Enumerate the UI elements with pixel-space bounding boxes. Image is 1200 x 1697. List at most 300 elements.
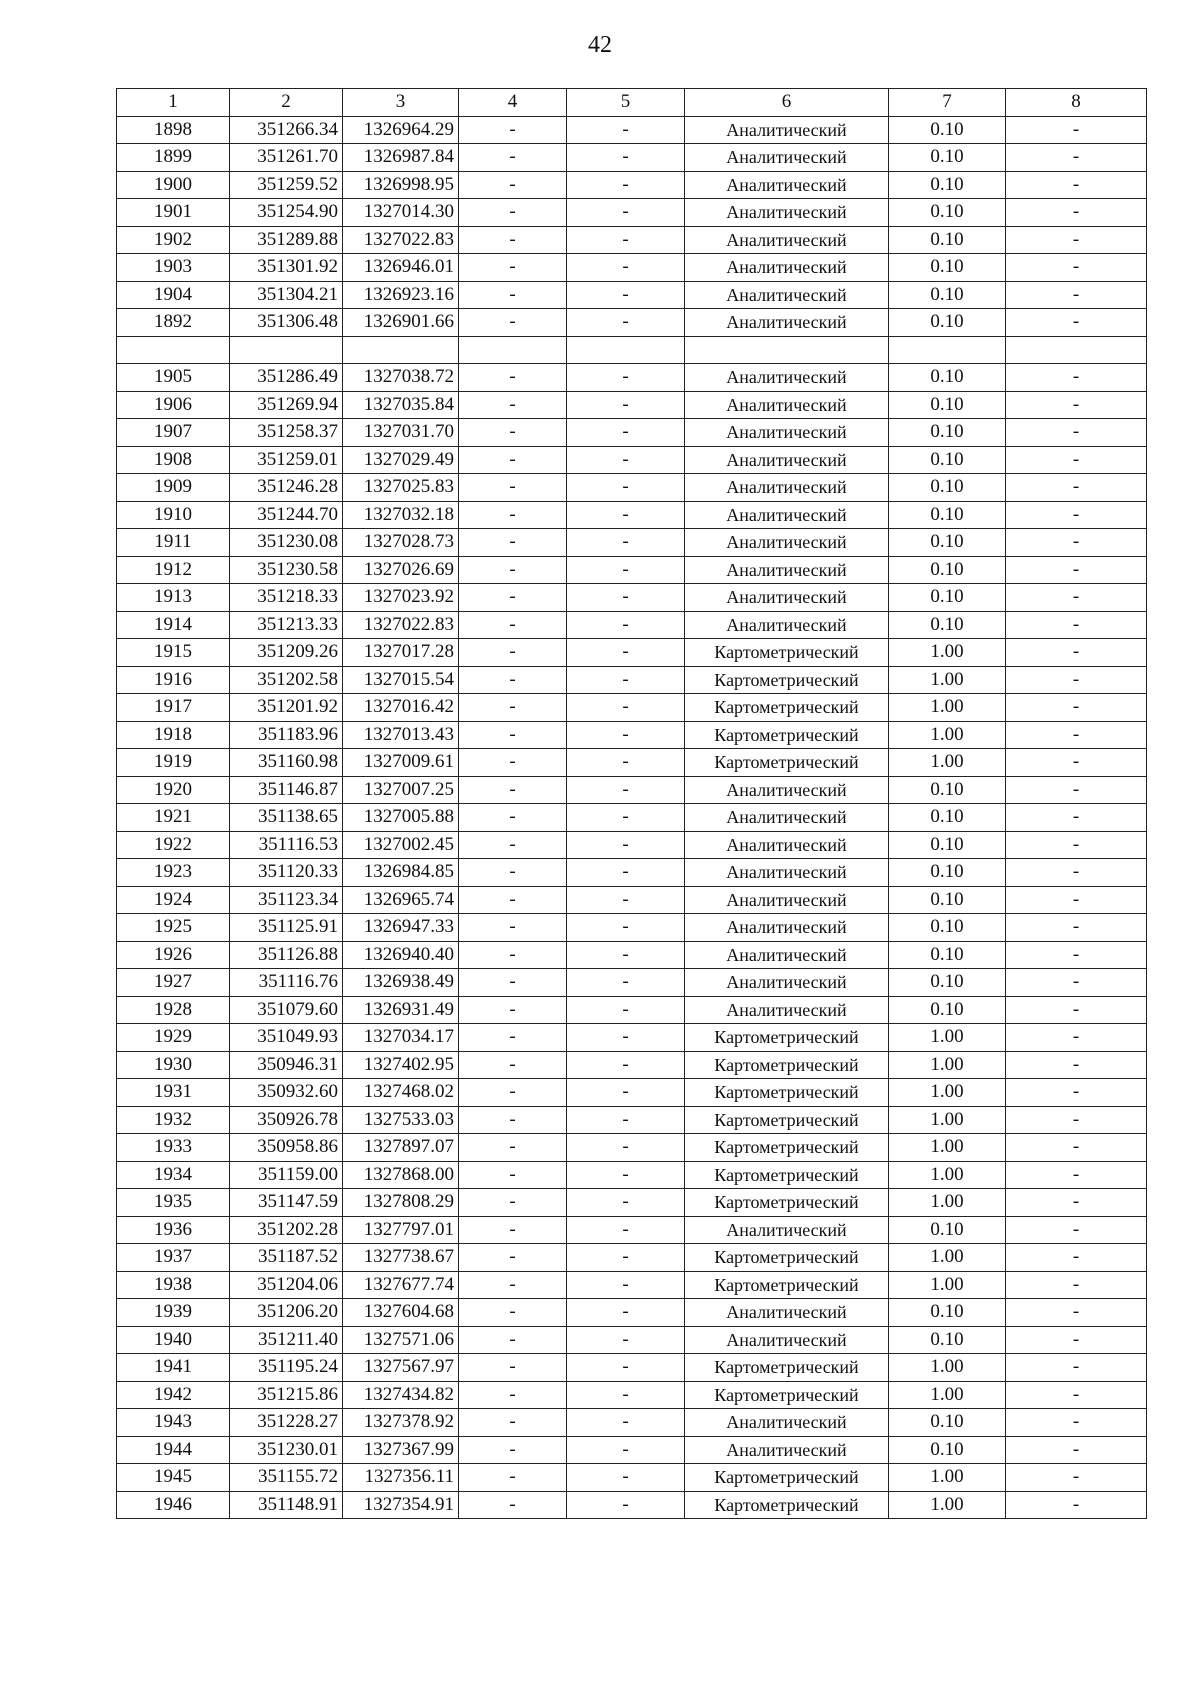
method-cell: Аналитический	[685, 501, 889, 529]
table-row	[117, 1051, 1147, 1079]
point-number-cell: 1921	[117, 804, 230, 832]
method-cell: Картометрический	[685, 1271, 889, 1299]
table-row	[117, 886, 1147, 914]
method-cell: Аналитический	[685, 969, 889, 997]
column-8-cell: -	[1006, 281, 1147, 309]
y-coordinate-cell: 1327023.92	[343, 584, 459, 612]
point-number-cell: 1927	[117, 969, 230, 997]
method-cell: Картометрический	[685, 749, 889, 777]
column-5-cell	[567, 336, 685, 364]
table-row	[117, 1436, 1147, 1464]
table-row	[117, 171, 1147, 199]
table-row	[117, 1189, 1147, 1217]
column-8-cell	[1006, 336, 1147, 364]
x-coordinate-cell: 351116.53	[230, 831, 343, 859]
column-8-cell: -	[1006, 1216, 1147, 1244]
column-4-cell: -	[459, 941, 567, 969]
x-coordinate-cell: 350932.60	[230, 1079, 343, 1107]
point-number-cell: 1923	[117, 859, 230, 887]
accuracy-cell: 0.10	[889, 1299, 1006, 1327]
column-header: 4	[459, 89, 567, 117]
x-coordinate-cell: 351159.00	[230, 1161, 343, 1189]
column-8-cell: -	[1006, 694, 1147, 722]
table-row	[117, 446, 1147, 474]
table-row	[117, 391, 1147, 419]
column-8-cell: -	[1006, 1381, 1147, 1409]
accuracy-cell: 0.10	[889, 446, 1006, 474]
accuracy-cell: 0.10	[889, 941, 1006, 969]
point-number-cell: 1944	[117, 1436, 230, 1464]
table-row	[117, 584, 1147, 612]
x-coordinate-cell: 351230.08	[230, 529, 343, 557]
column-8-cell: -	[1006, 859, 1147, 887]
column-4-cell: -	[459, 1079, 567, 1107]
table-row	[117, 364, 1147, 392]
method-cell: Аналитический	[685, 419, 889, 447]
column-8-cell: -	[1006, 116, 1147, 144]
y-coordinate-cell: 1327002.45	[343, 831, 459, 859]
x-coordinate-cell: 351116.76	[230, 969, 343, 997]
table-row	[117, 776, 1147, 804]
y-coordinate-cell: 1327897.07	[343, 1134, 459, 1162]
y-coordinate-cell: 1326901.66	[343, 309, 459, 337]
point-number-cell: 1911	[117, 529, 230, 557]
column-8-cell: -	[1006, 1409, 1147, 1437]
column-5-cell: -	[567, 886, 685, 914]
accuracy-cell: 0.10	[889, 886, 1006, 914]
column-4-cell: -	[459, 501, 567, 529]
method-cell: Аналитический	[685, 391, 889, 419]
y-coordinate-cell: 1327016.42	[343, 694, 459, 722]
accuracy-cell: 1.00	[889, 1464, 1006, 1492]
y-coordinate-cell: 1327402.95	[343, 1051, 459, 1079]
x-coordinate-cell: 350946.31	[230, 1051, 343, 1079]
table-row	[117, 501, 1147, 529]
point-number-cell: 1926	[117, 941, 230, 969]
x-coordinate-cell: 351259.01	[230, 446, 343, 474]
accuracy-cell: 0.10	[889, 611, 1006, 639]
accuracy-cell: 0.10	[889, 419, 1006, 447]
point-number-cell: 1943	[117, 1409, 230, 1437]
x-coordinate-cell: 351146.87	[230, 776, 343, 804]
accuracy-cell: 0.10	[889, 144, 1006, 172]
column-5-cell: -	[567, 309, 685, 337]
x-coordinate-cell: 351148.91	[230, 1491, 343, 1519]
x-coordinate-cell: 351230.58	[230, 556, 343, 584]
method-cell: Аналитический	[685, 309, 889, 337]
column-5-cell: -	[567, 776, 685, 804]
point-number-cell: 1920	[117, 776, 230, 804]
method-cell: Картометрический	[685, 1161, 889, 1189]
column-4-cell: -	[459, 226, 567, 254]
point-number-cell: 1942	[117, 1381, 230, 1409]
column-5-cell: -	[567, 116, 685, 144]
accuracy-cell: 0.10	[889, 1326, 1006, 1354]
method-cell: Аналитический	[685, 281, 889, 309]
table-row	[117, 804, 1147, 832]
y-coordinate-cell: 1326940.40	[343, 941, 459, 969]
column-5-cell: -	[567, 1216, 685, 1244]
point-number-cell: 1935	[117, 1189, 230, 1217]
y-coordinate-cell: 1326947.33	[343, 914, 459, 942]
x-coordinate-cell: 351125.91	[230, 914, 343, 942]
column-4-cell: -	[459, 419, 567, 447]
y-coordinate-cell: 1327007.25	[343, 776, 459, 804]
column-5-cell: -	[567, 831, 685, 859]
point-number-cell: 1945	[117, 1464, 230, 1492]
column-5-cell: -	[567, 171, 685, 199]
column-4-cell: -	[459, 199, 567, 227]
point-number-cell: 1933	[117, 1134, 230, 1162]
column-4-cell: -	[459, 804, 567, 832]
column-4-cell: -	[459, 1271, 567, 1299]
column-4-cell: -	[459, 474, 567, 502]
table-row	[117, 721, 1147, 749]
column-4-cell: -	[459, 556, 567, 584]
column-5-cell: -	[567, 1491, 685, 1519]
column-5-cell: -	[567, 254, 685, 282]
x-coordinate-cell: 351304.21	[230, 281, 343, 309]
table-row	[117, 694, 1147, 722]
method-cell: Картометрический	[685, 1051, 889, 1079]
point-number-cell: 1904	[117, 281, 230, 309]
column-4-cell: -	[459, 776, 567, 804]
accuracy-cell: 0.10	[889, 171, 1006, 199]
point-number-cell: 1910	[117, 501, 230, 529]
column-8-cell: -	[1006, 1244, 1147, 1272]
y-coordinate-cell: 1327434.82	[343, 1381, 459, 1409]
column-8-cell: -	[1006, 666, 1147, 694]
x-coordinate-cell: 351202.28	[230, 1216, 343, 1244]
column-4-cell: -	[459, 1024, 567, 1052]
method-cell: Аналитический	[685, 226, 889, 254]
accuracy-cell: 0.10	[889, 474, 1006, 502]
column-header: 7	[889, 89, 1006, 117]
method-cell: Картометрический	[685, 1106, 889, 1134]
x-coordinate-cell: 351230.01	[230, 1436, 343, 1464]
x-coordinate-cell: 351246.28	[230, 474, 343, 502]
x-coordinate-cell: 351258.37	[230, 419, 343, 447]
table-row	[117, 419, 1147, 447]
column-5-cell: -	[567, 1271, 685, 1299]
method-cell: Аналитический	[685, 941, 889, 969]
point-number-cell: 1925	[117, 914, 230, 942]
accuracy-cell: 0.10	[889, 584, 1006, 612]
x-coordinate-cell: 351301.92	[230, 254, 343, 282]
table-row	[117, 1216, 1147, 1244]
table-row	[117, 1354, 1147, 1382]
column-4-cell: -	[459, 144, 567, 172]
column-5-cell: -	[567, 1326, 685, 1354]
column-4-cell: -	[459, 1189, 567, 1217]
table-row	[117, 336, 1147, 364]
column-5-cell: -	[567, 611, 685, 639]
accuracy-cell: 1.00	[889, 1189, 1006, 1217]
coordinates-table	[116, 88, 1147, 1519]
x-coordinate-cell: 351269.94	[230, 391, 343, 419]
column-8-cell: -	[1006, 226, 1147, 254]
accuracy-cell: 0.10	[889, 116, 1006, 144]
column-header: 1	[117, 89, 230, 117]
method-cell	[685, 336, 889, 364]
column-4-cell: -	[459, 1354, 567, 1382]
column-8-cell: -	[1006, 1161, 1147, 1189]
column-8-cell: -	[1006, 1436, 1147, 1464]
x-coordinate-cell: 351160.98	[230, 749, 343, 777]
column-8-cell: -	[1006, 1051, 1147, 1079]
x-coordinate-cell: 351266.34	[230, 116, 343, 144]
y-coordinate-cell: 1327017.28	[343, 639, 459, 667]
accuracy-cell: 1.00	[889, 1354, 1006, 1382]
method-cell: Аналитический	[685, 364, 889, 392]
y-coordinate-cell: 1327038.72	[343, 364, 459, 392]
point-number-cell: 1934	[117, 1161, 230, 1189]
method-cell: Аналитический	[685, 1216, 889, 1244]
column-4-cell: -	[459, 1216, 567, 1244]
x-coordinate-cell: 351195.24	[230, 1354, 343, 1382]
accuracy-cell: 1.00	[889, 1051, 1006, 1079]
point-number-cell: 1908	[117, 446, 230, 474]
y-coordinate-cell: 1327367.99	[343, 1436, 459, 1464]
point-number-cell: 1928	[117, 996, 230, 1024]
column-8-cell: -	[1006, 639, 1147, 667]
method-cell: Аналитический	[685, 529, 889, 557]
y-coordinate-cell: 1326964.29	[343, 116, 459, 144]
y-coordinate-cell	[343, 336, 459, 364]
column-4-cell: -	[459, 1134, 567, 1162]
accuracy-cell: 0.10	[889, 556, 1006, 584]
method-cell: Аналитический	[685, 804, 889, 832]
column-4-cell: -	[459, 831, 567, 859]
point-number-cell: 1903	[117, 254, 230, 282]
column-4-cell: -	[459, 694, 567, 722]
column-5-cell: -	[567, 474, 685, 502]
column-5-cell: -	[567, 941, 685, 969]
x-coordinate-cell: 351211.40	[230, 1326, 343, 1354]
point-number-cell: 1918	[117, 721, 230, 749]
point-number-cell: 1941	[117, 1354, 230, 1382]
table-row	[117, 116, 1147, 144]
method-cell: Аналитический	[685, 1299, 889, 1327]
point-number-cell: 1914	[117, 611, 230, 639]
point-number-cell: 1919	[117, 749, 230, 777]
column-4-cell: -	[459, 1381, 567, 1409]
column-5-cell: -	[567, 391, 685, 419]
column-8-cell: -	[1006, 1079, 1147, 1107]
y-coordinate-cell: 1327571.06	[343, 1326, 459, 1354]
column-4-cell: -	[459, 1106, 567, 1134]
column-8-cell: -	[1006, 199, 1147, 227]
x-coordinate-cell: 351206.20	[230, 1299, 343, 1327]
x-coordinate-cell: 351120.33	[230, 859, 343, 887]
method-cell: Картометрический	[685, 1189, 889, 1217]
column-8-cell: -	[1006, 1106, 1147, 1134]
y-coordinate-cell: 1326931.49	[343, 996, 459, 1024]
point-number-cell: 1922	[117, 831, 230, 859]
accuracy-cell: 0.10	[889, 859, 1006, 887]
table-row	[117, 529, 1147, 557]
y-coordinate-cell: 1326923.16	[343, 281, 459, 309]
column-5-cell: -	[567, 199, 685, 227]
column-4-cell: -	[459, 446, 567, 474]
column-8-cell: -	[1006, 749, 1147, 777]
accuracy-cell: 1.00	[889, 1134, 1006, 1162]
column-5-cell: -	[567, 281, 685, 309]
column-5-cell: -	[567, 694, 685, 722]
x-coordinate-cell: 351155.72	[230, 1464, 343, 1492]
x-coordinate-cell: 351138.65	[230, 804, 343, 832]
column-4-cell: -	[459, 996, 567, 1024]
table-row	[117, 1491, 1147, 1519]
column-5-cell: -	[567, 1051, 685, 1079]
point-number-cell: 1892	[117, 309, 230, 337]
point-number-cell: 1905	[117, 364, 230, 392]
column-5-cell: -	[567, 859, 685, 887]
x-coordinate-cell: 351261.70	[230, 144, 343, 172]
column-4-cell: -	[459, 886, 567, 914]
column-8-cell: -	[1006, 501, 1147, 529]
column-5-cell: -	[567, 1244, 685, 1272]
accuracy-cell: 1.00	[889, 694, 1006, 722]
column-5-cell: -	[567, 1409, 685, 1437]
point-number-cell: 1907	[117, 419, 230, 447]
table-row	[117, 1409, 1147, 1437]
method-cell: Аналитический	[685, 446, 889, 474]
column-8-cell: -	[1006, 474, 1147, 502]
y-coordinate-cell: 1327022.83	[343, 611, 459, 639]
column-5-cell: -	[567, 529, 685, 557]
column-5-cell: -	[567, 446, 685, 474]
accuracy-cell: 0.10	[889, 804, 1006, 832]
column-5-cell: -	[567, 1161, 685, 1189]
point-number-cell: 1938	[117, 1271, 230, 1299]
y-coordinate-cell: 1327005.88	[343, 804, 459, 832]
y-coordinate-cell: 1327677.74	[343, 1271, 459, 1299]
method-cell: Аналитический	[685, 254, 889, 282]
table-row	[117, 1464, 1147, 1492]
method-cell: Картометрический	[685, 694, 889, 722]
point-number-cell: 1940	[117, 1326, 230, 1354]
y-coordinate-cell: 1327356.11	[343, 1464, 459, 1492]
column-8-cell: -	[1006, 171, 1147, 199]
y-coordinate-cell: 1326946.01	[343, 254, 459, 282]
y-coordinate-cell: 1327014.30	[343, 199, 459, 227]
column-4-cell: -	[459, 529, 567, 557]
point-number-cell: 1909	[117, 474, 230, 502]
accuracy-cell: 0.10	[889, 364, 1006, 392]
table-row	[117, 1326, 1147, 1354]
method-cell: Картометрический	[685, 666, 889, 694]
column-4-cell: -	[459, 1409, 567, 1437]
y-coordinate-cell: 1327032.18	[343, 501, 459, 529]
y-coordinate-cell: 1327738.67	[343, 1244, 459, 1272]
point-number-cell: 1930	[117, 1051, 230, 1079]
method-cell: Аналитический	[685, 886, 889, 914]
x-coordinate-cell: 351123.34	[230, 886, 343, 914]
column-8-cell: -	[1006, 419, 1147, 447]
column-4-cell: -	[459, 1491, 567, 1519]
column-8-cell: -	[1006, 144, 1147, 172]
x-coordinate-cell	[230, 336, 343, 364]
column-8-cell: -	[1006, 584, 1147, 612]
column-5-cell: -	[567, 144, 685, 172]
column-8-cell: -	[1006, 1326, 1147, 1354]
column-5-cell: -	[567, 996, 685, 1024]
column-8-cell: -	[1006, 1271, 1147, 1299]
column-5-cell: -	[567, 666, 685, 694]
method-cell: Аналитический	[685, 776, 889, 804]
column-5-cell: -	[567, 419, 685, 447]
column-4-cell: -	[459, 1464, 567, 1492]
column-5-cell: -	[567, 1079, 685, 1107]
method-cell: Аналитический	[685, 474, 889, 502]
column-5-cell: -	[567, 1189, 685, 1217]
accuracy-cell: 0.10	[889, 501, 1006, 529]
column-4-cell: -	[459, 859, 567, 887]
y-coordinate-cell: 1326984.85	[343, 859, 459, 887]
method-cell: Аналитический	[685, 611, 889, 639]
column-8-cell: -	[1006, 776, 1147, 804]
column-8-cell: -	[1006, 804, 1147, 832]
accuracy-cell: 1.00	[889, 1161, 1006, 1189]
column-8-cell: -	[1006, 309, 1147, 337]
column-4-cell: -	[459, 1244, 567, 1272]
table-row	[117, 1024, 1147, 1052]
table-body	[117, 116, 1147, 1519]
method-cell: Картометрический	[685, 1079, 889, 1107]
column-4-cell: -	[459, 364, 567, 392]
y-coordinate-cell: 1327533.03	[343, 1106, 459, 1134]
column-4-cell: -	[459, 171, 567, 199]
table-row	[117, 144, 1147, 172]
x-coordinate-cell: 351126.88	[230, 941, 343, 969]
method-cell: Картометрический	[685, 1354, 889, 1382]
y-coordinate-cell: 1327797.01	[343, 1216, 459, 1244]
accuracy-cell: 0.10	[889, 969, 1006, 997]
column-4-cell: -	[459, 1436, 567, 1464]
column-5-cell: -	[567, 1134, 685, 1162]
point-number-cell: 1937	[117, 1244, 230, 1272]
column-8-cell: -	[1006, 1491, 1147, 1519]
y-coordinate-cell: 1327567.97	[343, 1354, 459, 1382]
y-coordinate-cell: 1327015.54	[343, 666, 459, 694]
column-8-cell: -	[1006, 914, 1147, 942]
method-cell: Аналитический	[685, 556, 889, 584]
method-cell: Аналитический	[685, 996, 889, 1024]
column-4-cell: -	[459, 666, 567, 694]
column-4-cell: -	[459, 914, 567, 942]
x-coordinate-cell: 351183.96	[230, 721, 343, 749]
column-4-cell: -	[459, 116, 567, 144]
column-8-cell: -	[1006, 1354, 1147, 1382]
accuracy-cell: 0.10	[889, 529, 1006, 557]
table-row	[117, 611, 1147, 639]
column-8-cell: -	[1006, 391, 1147, 419]
point-number-cell: 1939	[117, 1299, 230, 1327]
column-8-cell: -	[1006, 941, 1147, 969]
accuracy-cell: 1.00	[889, 1024, 1006, 1052]
column-4-cell: -	[459, 721, 567, 749]
point-number-cell: 1906	[117, 391, 230, 419]
column-4-cell: -	[459, 1161, 567, 1189]
column-4-cell: -	[459, 1299, 567, 1327]
y-coordinate-cell: 1327354.91	[343, 1491, 459, 1519]
point-number-cell: 1936	[117, 1216, 230, 1244]
accuracy-cell: 1.00	[889, 1491, 1006, 1519]
table-row	[117, 1106, 1147, 1134]
y-coordinate-cell: 1326938.49	[343, 969, 459, 997]
table-row	[117, 1134, 1147, 1162]
